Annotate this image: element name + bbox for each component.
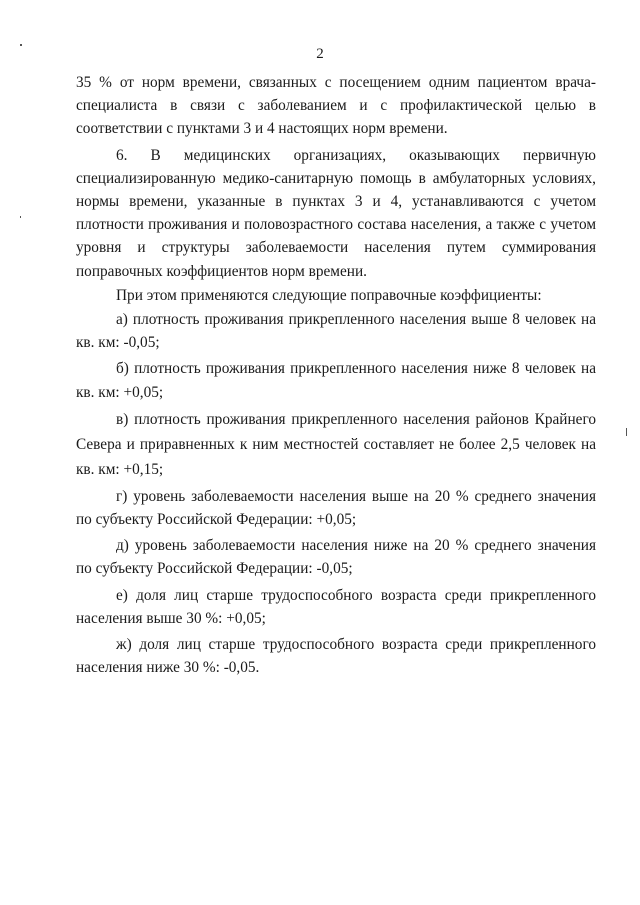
paragraph-coefficients-intro: При этом применяются следующие поправочные коэффициенты: (116, 286, 542, 304)
paragraph-continuation: 35 % от норм времени, связанных с посещением одним пациентом врача-специалиста в связи с заболеванием и с профилактической целью в соответствии с пунктами 3 и 4 настоящих норм времени. (76, 74, 596, 138)
paragraph-coefficient-b: б) плотность проживания прикрепленного населения ниже 8 человек на кв. км: +0,05; (76, 360, 596, 401)
scan-speck (20, 44, 22, 46)
page-number: 2 (316, 46, 324, 62)
paragraph-coefficient-g: г) уровень заболеваемости населения выше на 20 % среднего значения по субъекту Российской Федерации: +0,05; (76, 487, 596, 529)
scan-speck (626, 428, 627, 436)
paragraph-coefficient-d: д) уровень заболеваемости населения ниже на 20 % среднего значения по субъекту Российской Федерации: -0,05; (76, 537, 596, 578)
paragraph-coefficient-v: в) плотность проживания прикрепленного населения районов Крайнего Севера и приравненных к ним местностей составляет не более 2,5 человек на кв. км: +0,15; (76, 410, 596, 478)
scan-speck (20, 216, 21, 218)
paragraph-coefficient-zh: ж) доля лиц старше трудоспособного возраста среди прикрепленного населения ниже 30 %: -0,05. (76, 636, 596, 677)
paragraph-coefficient-e: е) доля лиц старше трудоспособного возраста среди прикрепленного населения выше 30 %: +0,05; (76, 586, 596, 627)
paragraph-coefficient-a: а) плотность проживания прикрепленного населения выше 8 человек на кв. км: -0,05; (76, 311, 596, 352)
paragraph-item-6: 6. В медицинских организациях, оказывающих первичную специализированную медико-санитарную помощь в амбулаторных условиях, нормы времени, указанные в пунктах 3 и 4, устанавливаются с учетом плотности проживания и половозрастного состава населения, а также с учетом уровня и структуры заболеваемости населения путем суммирования поправочных коэффициентов норм времени. (76, 146, 596, 280)
document-body (76, 71, 596, 679)
